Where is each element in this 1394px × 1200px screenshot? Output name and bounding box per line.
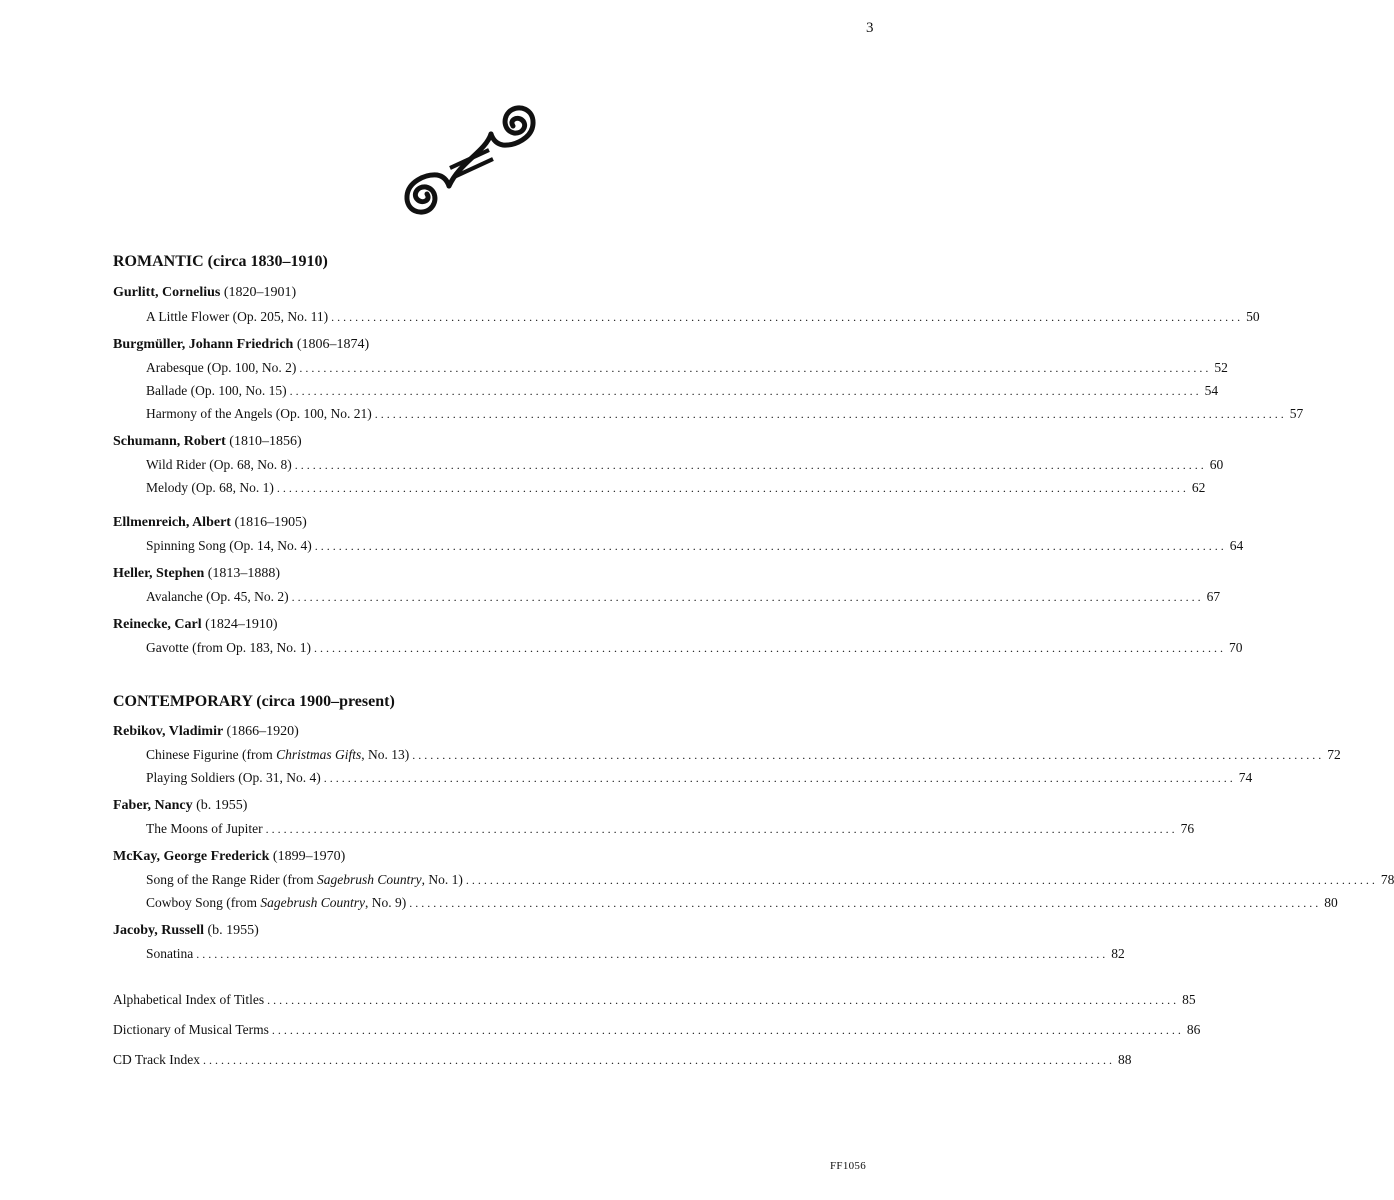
decorative-scroll-icon <box>405 100 540 225</box>
piece-title: The Moons of Jupiter <box>146 821 263 836</box>
leader-dots: ........................................................................................................................................................ <box>271 1023 1184 1037</box>
leader-dots: ........................................................................................................................................................ <box>412 748 1325 762</box>
page-ref: 52 <box>1214 360 1228 375</box>
composer-name: Faber, Nancy (b. 1955) <box>113 798 248 813</box>
composer-dates: (1824–1910) <box>205 617 278 632</box>
leader-dots: ........................................................................................................................................................ <box>203 1053 1115 1067</box>
composer-name: Gurlitt, Cornelius (1820–1901) <box>113 285 297 300</box>
composer-entry <box>113 284 1260 326</box>
toc-entry[interactable] <box>146 639 1243 657</box>
composer-name: McKay, George Frederick (1899–1970) <box>113 849 346 864</box>
toc-entry-dictionary[interactable] <box>113 1021 1201 1039</box>
entry-title: Alphabetical Index of Titles <box>113 992 265 1007</box>
toc-entry[interactable] <box>146 479 1206 497</box>
page-ref: 60 <box>1209 457 1224 472</box>
composer-entry <box>113 848 1394 912</box>
composer-dates: (1806–1874) <box>296 337 370 352</box>
entry-title: CD Track Index <box>113 1052 200 1067</box>
page-number: 3 <box>866 20 874 36</box>
page-ref: 86 <box>1186 1022 1201 1037</box>
leader-dots: ........................................................................................................................................................ <box>374 407 1287 421</box>
composer-dates: (b. 1955) <box>196 798 248 813</box>
piece-title: Harmony of the Angels (Op. 100, No. 21) <box>146 406 372 421</box>
composer-entry <box>113 723 1341 787</box>
page-ref: 88 <box>1118 1052 1132 1067</box>
composer-name: Rebikov, Vladimir (1866–1920) <box>113 724 299 739</box>
page-ref: 80 <box>1324 895 1338 910</box>
page-ref: 70 <box>1228 640 1243 655</box>
composer-dates: (1820–1901) <box>223 285 297 300</box>
toc-entry[interactable] <box>146 382 1219 400</box>
toc-entry[interactable] <box>146 945 1125 963</box>
toc-entry-alphabetical-index[interactable] <box>113 991 1196 1009</box>
piece-title: Avalanche (Op. 45, No. 2) <box>146 589 289 604</box>
leader-dots: ........................................................................................................................................................ <box>323 771 1236 785</box>
entry-title: Dictionary of Musical Terms <box>113 1022 269 1037</box>
section-romantic <box>113 252 1304 657</box>
leader-dots: ........................................................................................................................................................ <box>313 641 1226 655</box>
composer-name: Heller, Stephen (1813–1888) <box>113 566 281 581</box>
composer-name: Jacoby, Russell (b. 1955) <box>113 923 259 938</box>
page-ref: 74 <box>1238 770 1253 785</box>
back-matter <box>113 991 1201 1069</box>
composer-name: Ellmenreich, Albert (1816–1905) <box>113 515 307 530</box>
leader-dots: ........................................................................................................................................................ <box>409 896 1322 910</box>
piece-title: Melody (Op. 68, No. 1) <box>146 480 274 495</box>
leader-dots: ........................................................................................................................................................ <box>265 822 1178 836</box>
toc-entry[interactable] <box>146 588 1221 606</box>
toc-entry[interactable] <box>146 769 1253 787</box>
composer-entry <box>113 797 1195 838</box>
composer-entry <box>113 616 1243 657</box>
toc-entry[interactable] <box>146 871 1394 889</box>
composer-name: Schumann, Robert (1810–1856) <box>113 434 302 449</box>
section-heading: CONTEMPORARY (circa 1900–present) <box>113 693 395 710</box>
piece-title: Gavotte (from Op. 183, No. 1) <box>146 640 311 655</box>
page-ref: 72 <box>1327 747 1341 762</box>
piece-title: Spinning Song (Op. 14, No. 4) <box>146 538 312 553</box>
composer-name: Reinecke, Carl (1824–1910) <box>113 617 278 632</box>
piece-title: Ballade (Op. 100, No. 15) <box>146 383 287 398</box>
page-ref: 78 <box>1380 872 1394 887</box>
toc-entry[interactable] <box>146 456 1224 474</box>
piece-title: Song of the Range Rider (from Sagebrush Country, No. 1) <box>146 872 463 887</box>
toc-entry[interactable] <box>146 537 1244 555</box>
composer-entry <box>113 433 1224 497</box>
section-heading: ROMANTIC (circa 1830–1910) <box>113 253 328 270</box>
piece-title: Wild Rider (Op. 68, No. 8) <box>146 457 292 472</box>
leader-dots: ........................................................................................................................................................ <box>465 873 1378 887</box>
leader-dots: ........................................................................................................................................................ <box>299 361 1212 375</box>
toc-entry[interactable] <box>146 405 1304 423</box>
composer-dates: (b. 1955) <box>207 923 259 938</box>
toc-entry[interactable] <box>146 308 1260 326</box>
piece-title: Cowboy Song (from Sagebrush Country, No. 9) <box>146 895 407 910</box>
toc-entry[interactable] <box>146 820 1195 838</box>
toc-entry-cd-track-index[interactable] <box>113 1051 1132 1069</box>
leader-dots: ........................................................................................................................................................ <box>291 590 1204 604</box>
leader-dots: ........................................................................................................................................................ <box>294 458 1207 472</box>
page-ref: 85 <box>1182 992 1196 1007</box>
toc-entry[interactable] <box>146 894 1338 912</box>
leader-dots: ........................................................................................................................................................ <box>267 993 1180 1007</box>
leader-dots: ........................................................................................................................................................ <box>331 310 1244 324</box>
page-ref: 62 <box>1191 480 1206 495</box>
page-ref: 54 <box>1204 383 1219 398</box>
product-code: FF1056 <box>830 1160 867 1172</box>
composer-entry <box>113 565 1221 606</box>
piece-title: Arabesque (Op. 100, No. 2) <box>146 360 297 375</box>
piece-title: A Little Flower (Op. 205, No. 11) <box>146 309 329 324</box>
page-ref: 67 <box>1206 589 1221 604</box>
composer-dates: (1899–1970) <box>272 849 346 864</box>
composer-name: Burgmüller, Johann Friedrich (1806–1874) <box>113 337 370 352</box>
page-ref: 64 <box>1229 538 1244 553</box>
composer-dates: (1813–1888) <box>207 566 281 581</box>
composer-entry <box>113 336 1304 423</box>
composer-entry <box>113 922 1125 963</box>
page-ref: 57 <box>1289 406 1304 421</box>
piece-title: Chinese Figurine (from Christmas Gifts, No. 13) <box>146 747 410 762</box>
page-ref: 76 <box>1180 821 1195 836</box>
piece-title: Playing Soldiers (Op. 31, No. 4) <box>146 770 321 785</box>
leader-dots: ........................................................................................................................................................ <box>196 947 1109 961</box>
page-ref: 50 <box>1246 309 1260 324</box>
leader-dots: ........................................................................................................................................................ <box>289 384 1202 398</box>
composer-dates: (1810–1856) <box>229 434 302 449</box>
toc-entry[interactable] <box>146 359 1228 377</box>
composer-dates: (1816–1905) <box>234 515 307 530</box>
toc-entry[interactable] <box>146 746 1341 764</box>
section-contemporary <box>113 692 1394 963</box>
leader-dots: ........................................................................................................................................................ <box>276 481 1189 495</box>
leader-dots: ........................................................................................................................................................ <box>314 539 1227 553</box>
composer-entry <box>113 514 1244 555</box>
composer-dates: (1866–1920) <box>226 724 299 739</box>
piece-title: Sonatina <box>146 946 194 961</box>
page-ref: 82 <box>1111 946 1125 961</box>
